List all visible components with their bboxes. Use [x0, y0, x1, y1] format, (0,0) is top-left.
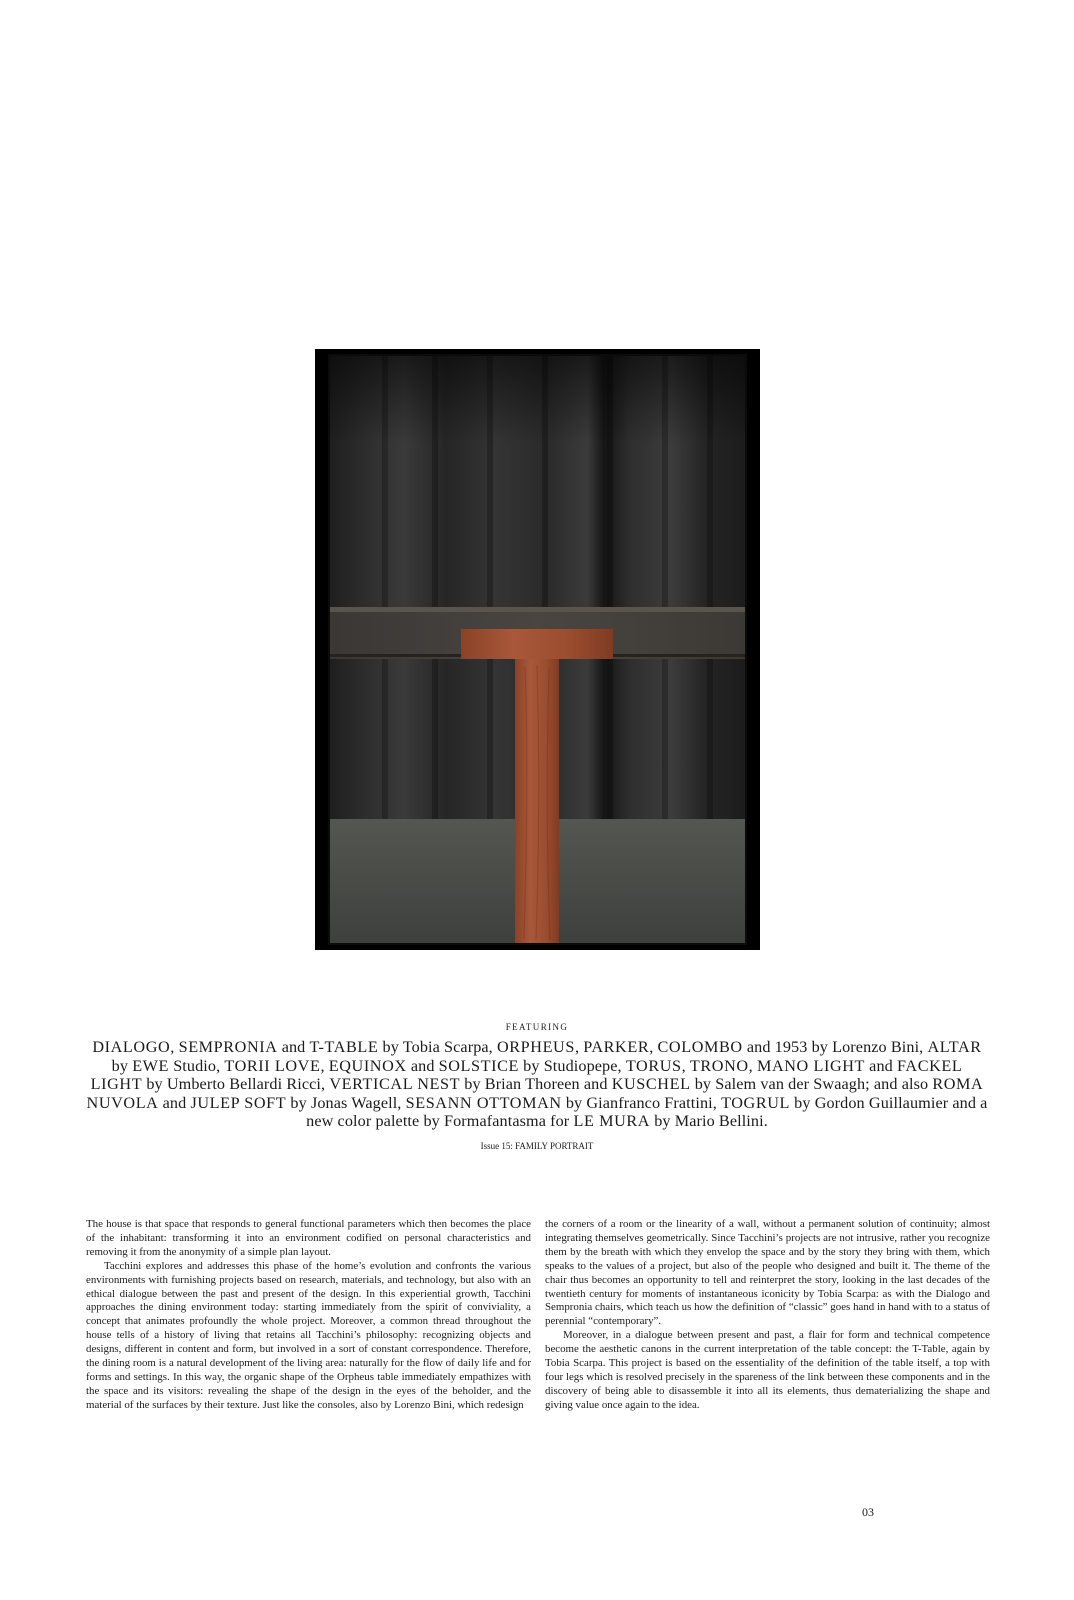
- credit-text: by Jonas Wagell,: [286, 1093, 406, 1112]
- credit-text: by Gordon Guillaumier and a new color palette by Formafantasma for: [306, 1093, 988, 1131]
- credit-text: by Tobia Scarpa,: [378, 1038, 497, 1056]
- product-name: TRONO: [689, 1056, 749, 1075]
- product-name: SOLSTICE: [438, 1056, 520, 1075]
- product-name: SESANN OTTOMAN: [405, 1093, 562, 1112]
- credit-text: by Gianfranco Frattini,: [561, 1093, 722, 1112]
- product-name: ALTAR: [927, 1038, 982, 1056]
- credit-text: by Brian Thoreen and: [460, 1075, 612, 1094]
- article-paragraph: Tacchini explores and addresses this phase of the home’s evolution and confronts the various environments with furnishing projects based on research, materials, and technology, but also with an ethical dialogue between the past and present of the design. In this experiential growth, Tacchini approaches the dining environment today: starting immediately from the spirit of conviviality, a concept that animates profoundly the whole project. Moreover, a common thread throughout the house tells of a history of living that retains all Tacchini’s philosophy: recognizing objects and designs, different in content and form, but involved in a sort of constant correspondence. Therefore, the dining room is a natural development of the living area: naturally for the flow of daily life and for forms and settings. In this way, the organic shape of the Orpheus table immediately empathizes with the space and its visitors: revealing the shape of the design in the eyes of the beholder, and the material of the surfaces by their texture. Just like the consoles, also by Lorenzo Bini, which redesign: [86, 1259, 531, 1411]
- product-name: EQUINOX: [328, 1056, 407, 1075]
- product-name: TORII LOVE: [224, 1056, 321, 1075]
- product-name: T-TABLE: [309, 1038, 379, 1056]
- credit-text: ,: [649, 1038, 658, 1056]
- product-name: FACKEL LIGHT: [90, 1056, 963, 1094]
- article-paragraph: The house is that space that responds to general functional parameters which then becomes the place of the inhabitant: transforming it into an environment codified on personal characteristics and removing it from the anonymity of a simple plan layout.: [86, 1218, 531, 1258]
- credit-text: by Studiopepe,: [519, 1056, 626, 1075]
- credit-text: by Salem van der Swaagh; and also: [690, 1075, 933, 1094]
- credit-text: Studio,: [169, 1056, 225, 1075]
- product-name: EWE: [132, 1056, 170, 1075]
- product-name: KUSCHEL: [611, 1075, 691, 1094]
- credit-text: by Mario Bellini.: [650, 1112, 768, 1131]
- t-table-illustration: [315, 349, 760, 950]
- credit-text: and: [158, 1093, 191, 1112]
- credit-text: and: [277, 1038, 310, 1056]
- product-name: TORUS: [625, 1056, 682, 1075]
- credit-text: and 1953 by Lorenzo Bini,: [742, 1038, 928, 1056]
- credit-text: ,: [681, 1056, 690, 1075]
- credit-text: ,: [170, 1038, 179, 1056]
- product-name: TOGRUL: [721, 1093, 791, 1112]
- credit-text: by Umberto Bellardi Ricci,: [142, 1075, 330, 1094]
- issue-label: Issue 15: FAMILY PORTRAIT: [480, 1141, 594, 1151]
- credit-text: ,: [748, 1056, 757, 1075]
- article-paragraph: the corners of a room or the linearity of a wall, without a permanent solution of continuity; almost integrating themselves geometrically. Since Tacchini’s projects are not intrusive, rather you recognize them by the breath with which they envelop the space and by the story they bring with them, which speaks to the values of a project, but also of the people who designed and built it. The theme of the chair thus becomes an opportunity to tell and reinterpret the story, looking in the last decades of the twentieth century for moments of instantaneous iconicity by Tobia Scarpa: as with the Dialogo and Sempronia chairs, which teach us how the definition of “classic” goes hand in hand with to a status of perennial “contemporary”.: [545, 1218, 990, 1328]
- product-name: ROMA NUVOLA: [86, 1075, 984, 1112]
- product-name: JULEP SOFT: [190, 1093, 287, 1112]
- credit-text: ,: [320, 1056, 329, 1075]
- page-number: 03: [862, 1505, 874, 1519]
- product-name: COLOMBO: [657, 1038, 743, 1056]
- credit-text: ,: [574, 1038, 584, 1056]
- article-column-right: [545, 1218, 990, 1413]
- featuring-credits: [84, 1038, 990, 1131]
- t-table-photo: [315, 349, 760, 950]
- product-name: ORPHEUS: [496, 1038, 575, 1056]
- featuring-label: FEATURING: [505, 1022, 569, 1032]
- credit-text: by: [111, 1056, 133, 1075]
- product-name: LE MURA: [573, 1112, 651, 1131]
- product-name: DIALOGO: [92, 1038, 171, 1056]
- product-name: PARKER: [583, 1038, 650, 1056]
- credit-text: and: [865, 1056, 897, 1075]
- article-paragraph: Moreover, in a dialogue between present and past, a flair for form and technical competence become the aesthetic canons in the current interpretation of the table concept: the T-Table, again by Tobia Scarpa. This project is based on the essentiality of the definition of the table itself, a top with four legs which is resolved precisely in the spareness of the link between these components and in the discovery of being able to disassemble it into all its elements, thus dematerializing the shape and giving value once again to the idea.: [545, 1329, 990, 1411]
- product-name: VERTICAL NEST: [329, 1075, 461, 1094]
- product-name: SEMPRONIA: [178, 1038, 278, 1056]
- product-name: MANO LIGHT: [756, 1056, 866, 1075]
- credit-text: and: [406, 1056, 439, 1075]
- article-column-left: [86, 1218, 531, 1413]
